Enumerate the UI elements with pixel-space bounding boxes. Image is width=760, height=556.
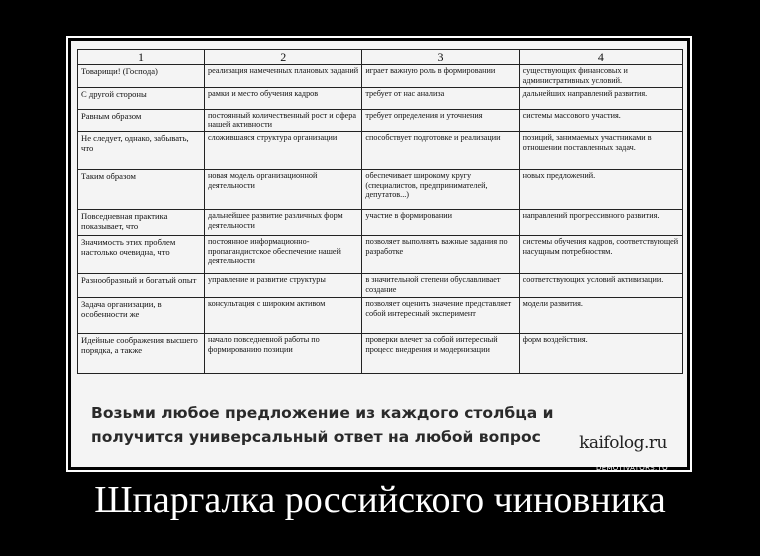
- table-row: [78, 65, 683, 87]
- table-row: [78, 209, 683, 235]
- table-row: [78, 109, 683, 131]
- column-header: 3: [362, 50, 519, 65]
- table-cell: требует от нас анализа: [362, 87, 519, 109]
- table-cell: соответствующих условий активизации.: [519, 273, 682, 297]
- table-cell: проверки влечет за собой интересный процесс внедрения и модернизации: [362, 333, 519, 373]
- table-cell: позволяет выполнять важные задания по разработке: [362, 235, 519, 273]
- table-cell: требует определения и уточнения: [362, 109, 519, 131]
- column-header: 2: [205, 50, 362, 65]
- table-cell: новая модель организационной деятельности: [205, 169, 362, 209]
- header-row: [78, 50, 683, 65]
- table-cell: сложившаяся структура организации: [205, 131, 362, 169]
- poster-title: Шпаргалка российского чиновника: [94, 479, 666, 521]
- table-row: [78, 235, 683, 273]
- table-cell: С другой стороны: [78, 87, 205, 109]
- table-cell: начало повседневной работы по формированию позиции: [205, 333, 362, 373]
- table-row: [78, 333, 683, 373]
- table-row: [78, 87, 683, 109]
- table-cell: позиций, занимаемых участниками в отношении поставленных задач.: [519, 131, 682, 169]
- table-row: [78, 297, 683, 333]
- table-cell: модели развития.: [519, 297, 682, 333]
- table-cell: участие в формировании: [362, 209, 519, 235]
- table-row: [78, 273, 683, 297]
- table-cell: системы массового участия.: [519, 109, 682, 131]
- table-cell: позволяет оценить значение представляет собой интересный эксперимент: [362, 297, 519, 333]
- column-header: 4: [519, 50, 682, 65]
- table-cell: способствует подготовке и реализации: [362, 131, 519, 169]
- site-watermark: kaifolog.ru: [579, 433, 667, 453]
- demotivators-watermark: DEMOTIVATORS.TO: [596, 464, 668, 472]
- poster-image: [71, 41, 687, 467]
- table-cell: играет важную роль в формировании: [362, 65, 519, 87]
- table-cell: Разнообразный и богатый опыт: [78, 273, 205, 297]
- column-header: 1: [78, 50, 205, 65]
- table-cell: существующих финансовых и административных условий.: [519, 65, 682, 87]
- table-cell: управление и развитие структуры: [205, 273, 362, 297]
- table-cell: Не следует, однако, забывать, что: [78, 131, 205, 169]
- table-cell: рамки и место обучения кадров: [205, 87, 362, 109]
- table-cell: новых предложений.: [519, 169, 682, 209]
- table-cell: Значимость этих проблем настолько очевидна, что: [78, 235, 205, 273]
- table-cell: постоянное информационно-пропагандистское обеспечение нашей деятельности: [205, 235, 362, 273]
- table-cell: Задача организации, в особенности же: [78, 297, 205, 333]
- table-row: [78, 131, 683, 169]
- table-cell: системы обучения кадров, соответствующей насущным потребностям.: [519, 235, 682, 273]
- table-cell: Идейные соображения высшего порядка, а также: [78, 333, 205, 373]
- table-cell: направлений прогрессивного развития.: [519, 209, 682, 235]
- table-cell: обеспечивает широкому кругу (специалистов, предпринимателей, депутатов...): [362, 169, 519, 209]
- table-row: [78, 169, 683, 209]
- table-cell: консультация с широким активом: [205, 297, 362, 333]
- table-cell: форм воздействия.: [519, 333, 682, 373]
- table-cell: Товарищи! (Господа): [78, 65, 205, 87]
- table-cell: Равным образом: [78, 109, 205, 131]
- table-cell: дальнейших направлений развития.: [519, 87, 682, 109]
- table-cell: дальнейшее развитие различных форм деятельности: [205, 209, 362, 235]
- phrase-table: [77, 49, 683, 374]
- poster-frame: [66, 36, 692, 472]
- table-cell: в значительной степени обуславливает создание: [362, 273, 519, 297]
- table-cell: Повседневная практика показывает, что: [78, 209, 205, 235]
- table-cell: постоянный количественный рост и сфера нашей активности: [205, 109, 362, 131]
- table-cell: Таким образом: [78, 169, 205, 209]
- table-cell: реализация намеченных плановых заданий: [205, 65, 362, 87]
- instruction-caption: Возьми любое предложение из каждого столбца и получится универсальный ответ на любой вопрос: [91, 404, 554, 446]
